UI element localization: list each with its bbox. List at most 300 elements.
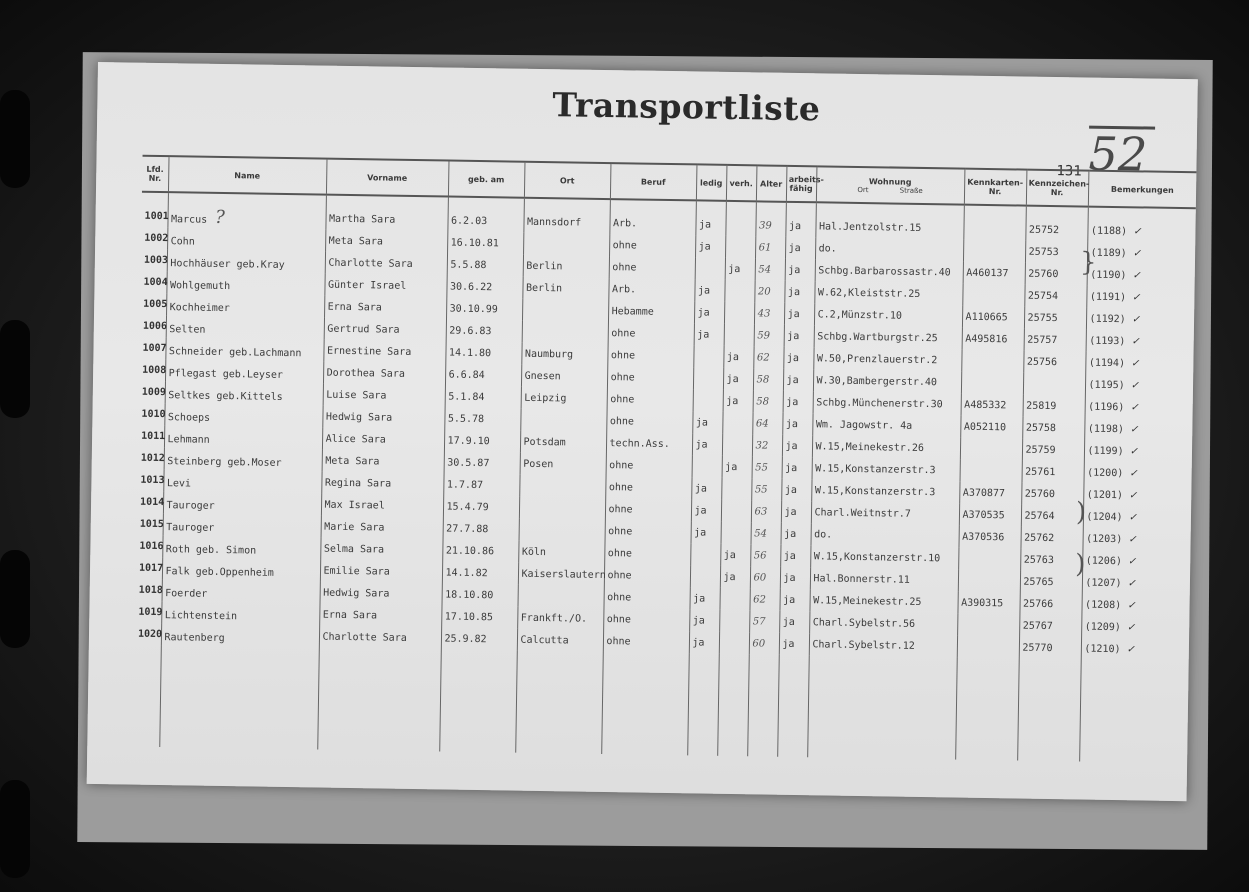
row-vorname: Dorothea Sara: [323, 362, 445, 386]
row-bemerkung-number: (1196): [1088, 401, 1125, 413]
row-vorname: Charlotte Sara: [319, 626, 441, 650]
row-arbeitsfaehig: ja: [779, 611, 809, 633]
checkmark-icon: ✓: [1130, 357, 1140, 369]
row-name-cell: [162, 535, 320, 559]
row-bemerkung-number: (1193): [1089, 335, 1126, 347]
row-kennzeichen: [1023, 373, 1085, 396]
row-beruf: ohne: [609, 234, 695, 257]
row-alter: 58: [753, 368, 783, 390]
transport-table: [133, 155, 1196, 763]
row-ledig: ja: [691, 499, 721, 521]
row-bemerkungen: [1085, 396, 1193, 420]
checkmark-icon: ✓: [1130, 379, 1140, 391]
row-geb-am: 27.7.88: [443, 517, 519, 540]
row-kennzeichen: 25766: [1019, 593, 1081, 616]
row-kennkarte: A370877: [959, 482, 1021, 505]
row-ort: Naumburg: [521, 343, 607, 366]
row-ort: Posen: [520, 453, 606, 476]
row-kennkarte: A370535: [959, 504, 1021, 527]
row-nr: 1016: [139, 540, 164, 552]
row-geb-am: 16.10.81: [447, 232, 523, 255]
row-beruf: ohne: [606, 454, 692, 477]
row-name: Kochheimer: [169, 301, 230, 314]
row-vorname: Hedwig Sara: [320, 582, 442, 606]
row-arbeitsfaehig: ja: [781, 479, 811, 501]
row-name-cell: [164, 447, 322, 471]
row-bemerkungen: [1085, 374, 1193, 398]
row-geb-am: 30.10.99: [446, 298, 522, 321]
row-geb-am: 14.1.82: [442, 561, 518, 584]
row-beruf: ohne: [605, 520, 691, 543]
row-beruf: ohne: [608, 322, 694, 345]
row-kennkarte: [958, 570, 1020, 593]
row-wohnung: Schbg.Münchenerstr.30: [813, 391, 961, 415]
row-ort: [523, 233, 609, 256]
row-bemerkungen: [1087, 207, 1196, 244]
row-wohnung: do.: [810, 523, 958, 547]
checkmark-icon: ✓: [1131, 335, 1140, 347]
row-ledig: [693, 389, 723, 411]
row-bemerkung-number: (1199): [1087, 445, 1124, 457]
row-kennkarte: [963, 240, 1025, 263]
row-name: Lehmann: [167, 433, 210, 446]
row-arbeitsfaehig: ja: [782, 457, 812, 479]
col-header-bemerkungen: Bemerkungen: [1088, 171, 1197, 209]
empty-cell: [955, 658, 1019, 761]
wohnung-sub-labels: [819, 185, 962, 195]
row-vorname: Emilie Sara: [320, 560, 442, 584]
row-nr: 1009: [141, 386, 167, 398]
row-geb-am: 30.5.87: [444, 451, 520, 474]
row-verh: [719, 588, 749, 610]
row-alter: 62: [749, 588, 779, 610]
row-bemerkung-number: (1194): [1088, 357, 1126, 369]
row-arbeitsfaehig: ja: [782, 413, 812, 435]
row-bemerkungen: [1081, 594, 1189, 618]
row-arbeitsfaehig: ja: [784, 303, 814, 325]
row-kennzeichen: 25760: [1025, 263, 1087, 286]
col-header-ledig: ledig: [696, 164, 727, 200]
checkmark-icon: ✓: [1130, 401, 1139, 413]
row-beruf: ohne: [605, 498, 691, 521]
row-ledig: [695, 257, 725, 279]
empty-cell: [777, 655, 809, 757]
checkmark-icon: ✓: [1127, 577, 1137, 589]
row-bemerkung-number: (1189): [1090, 247, 1127, 259]
empty-cell: [1079, 660, 1189, 764]
row-kennzeichen: 25763: [1020, 549, 1082, 572]
row-nr: 1010: [141, 408, 166, 420]
row-name: Roth geb. Simon: [165, 543, 257, 557]
row-wohnung: do.: [815, 237, 963, 261]
row-kennzeichen: 25753: [1025, 241, 1087, 264]
row-beruf: Arb.: [609, 199, 696, 235]
row-wohnung: Wm. Jagowstr. 4a: [812, 413, 960, 437]
row-ort: Potsdam: [520, 431, 606, 454]
row-alter: 55: [751, 478, 781, 500]
row-kennkarte: [962, 284, 1024, 307]
row-vorname: Hedwig Sara: [322, 406, 444, 430]
row-name: Schneider geb.Lachmann: [168, 345, 302, 359]
checkmark-icon: ✓: [1132, 247, 1142, 259]
row-arbeitsfaehig: ja: [781, 523, 811, 545]
row-geb-am: 15.4.79: [443, 495, 519, 518]
row-vorname: Ernestine Sara: [323, 340, 445, 364]
row-ledig: ja: [694, 279, 724, 301]
row-geb-am: 5.5.88: [447, 254, 523, 277]
row-arbeitsfaehig: ja: [781, 501, 811, 523]
row-verh: [724, 324, 754, 346]
row-alter: 20: [754, 280, 784, 302]
row-arbeitsfaehig: ja: [780, 567, 810, 589]
row-kennkarte: [957, 636, 1019, 659]
film-sprocket-mid-left: [0, 320, 30, 418]
row-wohnung: W.15,Meinekestr.26: [812, 435, 960, 459]
empty-cell: [515, 651, 603, 754]
row-kennkarte: [957, 614, 1019, 637]
empty-cell: [687, 653, 719, 755]
row-geb-am: 5.1.84: [445, 385, 521, 408]
row-kennzeichen: 25752: [1025, 206, 1088, 242]
row-bemerkungen: [1085, 352, 1193, 376]
row-nr: 1002: [144, 232, 169, 244]
checkmark-icon: ✓: [1128, 511, 1138, 523]
empty-cell: [717, 654, 749, 756]
row-kennkarte: [963, 205, 1026, 241]
row-ledig: ja: [689, 609, 719, 631]
empty-cell: [133, 645, 161, 747]
row-beruf: ohne: [607, 344, 693, 367]
row-verh: ja: [720, 544, 750, 566]
page-number: 131: [1056, 163, 1082, 180]
row-name: Levi: [166, 477, 192, 490]
row-name: Pflegast geb.Leyser: [168, 367, 284, 381]
row-name-cell: [163, 469, 321, 493]
row-kennkarte: [960, 438, 1022, 461]
film-sprocket-bottom-left: [0, 780, 30, 878]
row-ledig: ja: [692, 433, 722, 455]
document-title: Transportliste: [552, 85, 821, 129]
row-vorname: Martha Sara: [325, 195, 448, 232]
row-ledig: ja: [689, 587, 719, 609]
row-kennzeichen: 25764: [1021, 505, 1083, 528]
row-ort: Mannsdorf: [523, 198, 610, 234]
row-verh: [724, 280, 754, 302]
row-vorname: Selma Sara: [320, 538, 442, 562]
bracket-rows-1001-1002: }: [1079, 247, 1097, 278]
bracket-rows-1014-1015: ): [1074, 549, 1086, 580]
empty-cell: [601, 652, 689, 755]
row-ort: Frankft./O.: [517, 607, 603, 630]
row-nr: 1001: [144, 210, 169, 222]
row-beruf: ohne: [603, 608, 689, 631]
row-name: Rautenberg: [164, 631, 225, 644]
row-vorname: Meta Sara: [322, 450, 444, 474]
checkmark-icon: ✓: [1129, 445, 1139, 457]
row-alter: 54: [755, 258, 785, 280]
row-nr: 1014: [140, 496, 165, 508]
row-vorname: Günter Israel: [324, 274, 446, 298]
film-sprocket-top-left: [0, 90, 30, 188]
row-ledig: ja: [691, 521, 721, 543]
row-name: Cohn: [170, 235, 195, 248]
row-alter: 58: [753, 390, 783, 412]
row-wohnung: W.15,Konstanzerstr.3: [811, 479, 959, 503]
row-bemerkungen: [1086, 330, 1194, 354]
row-ort: Leipzig: [521, 387, 607, 410]
table-body: [133, 192, 1196, 763]
row-bemerkungen: [1082, 528, 1190, 552]
row-vorname: Erna Sara: [319, 604, 441, 628]
row-wohnung: W.62,Kleiststr.25: [814, 281, 962, 305]
row-beruf: Hebamme: [608, 300, 694, 323]
row-nr: 1018: [138, 584, 163, 596]
row-verh: ja: [725, 258, 755, 280]
row-bemerkung-number: (1192): [1089, 313, 1126, 325]
row-bemerkungen: [1083, 484, 1191, 508]
row-bemerkungen: [1084, 418, 1192, 442]
col-header-lfd-nr: Lfd. Nr.: [142, 156, 169, 192]
row-alter: 63: [751, 500, 781, 522]
bracket-rows-1012-1014: ): [1075, 497, 1087, 528]
row-beruf: ohne: [607, 388, 693, 411]
empty-cell: [747, 654, 779, 756]
row-wohnung: W.15,Meinekestr.25: [809, 589, 957, 613]
row-kennkarte: A460137: [963, 262, 1025, 285]
row-alter: 55: [752, 456, 782, 478]
row-verh: [725, 236, 755, 258]
row-name: Tauroger: [166, 521, 215, 534]
row-beruf: ohne: [604, 564, 690, 587]
row-name-cell: [167, 192, 326, 229]
row-arbeitsfaehig: ja: [782, 435, 812, 457]
checkmark-icon: ✓: [1129, 423, 1139, 435]
row-arbeitsfaehig: ja: [785, 237, 815, 259]
row-vorname: Regina Sara: [321, 472, 443, 496]
row-bemerkung-number: (1195): [1088, 379, 1125, 391]
row-ledig: ja: [695, 235, 725, 257]
row-kennkarte: A110665: [962, 306, 1024, 329]
row-alter: 62: [753, 346, 783, 368]
checkmark-icon: ✓: [1128, 489, 1138, 501]
col-header-wohnung: [816, 166, 965, 204]
row-wohnung: W.15,Konstanzerstr.10: [810, 545, 958, 569]
row-bemerkungen: [1087, 242, 1195, 266]
film-sprocket-low-left: [0, 550, 30, 648]
col-header-alter: Alter: [756, 165, 787, 201]
row-kennzeichen: 25756: [1023, 351, 1085, 374]
row-name-cell: [165, 337, 323, 361]
row-beruf: ohne: [609, 256, 695, 279]
row-arbeitsfaehig: ja: [784, 325, 814, 347]
row-geb-am: 14.1.80: [445, 341, 521, 364]
row-verh: ja: [723, 390, 753, 412]
row-bemerkung-number: (1190): [1090, 269, 1127, 281]
row-kennkarte: [958, 548, 1020, 571]
row-nr: 1003: [143, 254, 169, 266]
row-name: Foerder: [165, 587, 208, 600]
row-name: Falk geb.Oppenheim: [165, 565, 274, 579]
row-geb-am: 18.10.80: [442, 583, 518, 606]
row-bemerkung-number: (1206): [1085, 555, 1122, 567]
checkmark-icon: ✓: [1129, 467, 1138, 479]
row-kennkarte: A390315: [957, 592, 1019, 615]
row-nr: 1005: [143, 298, 168, 310]
checkmark-icon: ✓: [1132, 291, 1141, 303]
row-beruf: ohne: [603, 586, 689, 609]
row-name-cell: [164, 425, 322, 449]
row-kennkarte: A485332: [961, 394, 1023, 417]
row-ledig: ja: [694, 301, 724, 323]
row-ort: [519, 497, 605, 520]
row-arbeitsfaehig: ja: [783, 369, 813, 391]
row-bemerkung-number: (1200): [1087, 467, 1124, 479]
row-kennzeichen: 25759: [1022, 439, 1084, 462]
row-bemerkungen: [1086, 308, 1194, 332]
row-name: Marcus: [170, 213, 208, 226]
row-verh: ja: [723, 346, 753, 368]
row-beruf: techn.Ass.: [606, 432, 692, 455]
row-geb-am: 29.6.83: [446, 319, 522, 342]
row-nr: 1004: [143, 276, 168, 288]
row-kennzeichen: 25761: [1022, 461, 1084, 484]
handwritten-number: 52: [1088, 126, 1155, 181]
col-header-beruf: Beruf: [610, 163, 697, 200]
row-arbeitsfaehig: ja: [785, 259, 815, 281]
row-kennzeichen: 25754: [1024, 285, 1086, 308]
row-nr: 1006: [142, 320, 168, 332]
row-kennkarte: [960, 460, 1022, 483]
row-geb-am: 5.5.78: [444, 407, 520, 430]
row-ort: [517, 585, 603, 608]
row-ort: Berlin: [523, 255, 609, 278]
row-wohnung: Charl.Weitnstr.7: [811, 501, 959, 525]
row-ort: Kaiserslautern: [518, 563, 604, 586]
row-nr: 1012: [140, 452, 165, 464]
row-wohnung: Schbg.Barbarossastr.40: [815, 259, 963, 283]
empty-cell: [439, 649, 517, 752]
row-kennkarte: A495816: [962, 328, 1024, 351]
row-bemerkung-number: (1207): [1085, 577, 1122, 589]
row-ort: Köln: [518, 541, 604, 564]
row-beruf: ohne: [607, 366, 693, 389]
row-nr: 1013: [140, 474, 165, 486]
row-ledig: [692, 455, 722, 477]
row-ledig: ja: [694, 323, 724, 345]
row-geb-am: 30.6.22: [446, 276, 522, 299]
row-nr: 1015: [139, 518, 164, 530]
row-ledig: [690, 543, 720, 565]
row-verh: ja: [720, 566, 750, 588]
row-alter: 39: [755, 201, 786, 236]
row-beruf: ohne: [604, 542, 690, 565]
row-verh: ja: [723, 368, 753, 390]
col-header-name: Name: [168, 156, 327, 194]
row-bemerkung-number: (1209): [1084, 621, 1121, 633]
row-vorname: Erna Sara: [324, 296, 446, 320]
row-name-cell: [162, 579, 320, 603]
row-ort: [520, 409, 606, 432]
row-name: Schoeps: [167, 411, 211, 424]
row-wohnung: W.50,Prenzlauerstr.2: [813, 347, 961, 371]
row-geb-am: 1.7.87: [443, 473, 519, 496]
row-bemerkung-number: (1191): [1089, 291, 1127, 303]
row-vorname: Alice Sara: [322, 428, 444, 452]
row-kennzeichen: 25757: [1024, 329, 1086, 352]
row-bemerkungen: [1084, 440, 1192, 464]
row-name-cell: [163, 491, 321, 515]
checkmark-icon: ✓: [1133, 225, 1142, 237]
row-wohnung: W.15,Konstanzerstr.3: [812, 457, 960, 481]
row-wohnung: W.30,Bambergerstr.40: [813, 369, 961, 393]
row-alter: 60: [750, 566, 780, 588]
col-header-kennzeichen-nr: Kennzeichen-Nr.: [1026, 170, 1089, 207]
row-ledig: ja: [691, 477, 721, 499]
row-kennzeichen: 25770: [1019, 637, 1081, 660]
row-bemerkungen: [1083, 506, 1191, 530]
row-verh: [724, 302, 754, 324]
row-nr: 1011: [141, 430, 166, 442]
row-ledig: ja: [689, 631, 719, 653]
checkmark-icon: ✓: [1128, 533, 1137, 545]
row-kennkarte: A052110: [960, 416, 1022, 439]
row-verh: [719, 610, 749, 632]
row-ledig: [690, 565, 720, 587]
row-beruf: ohne: [606, 410, 692, 433]
row-kennkarte: A370536: [958, 526, 1020, 549]
row-wohnung: C.2,Münzstr.10: [814, 303, 962, 327]
row-vorname: Meta Sara: [325, 230, 447, 254]
row-nr: 1019: [138, 606, 163, 618]
row-kennzeichen: 25765: [1020, 571, 1082, 594]
row-ort: [522, 321, 608, 344]
row-name-cell: [167, 249, 325, 273]
row-kennzeichen: 25760: [1021, 483, 1083, 506]
row-bemerkung-number: (1210): [1084, 643, 1121, 655]
row-alter: 43: [754, 302, 784, 324]
row-verh: ja: [722, 456, 752, 478]
row-kennkarte: [961, 350, 1023, 373]
row-ort: [519, 475, 605, 498]
row-verh: [725, 201, 756, 236]
row-kennzeichen: 25762: [1020, 527, 1082, 550]
checkmark-icon: ✓: [1126, 643, 1136, 655]
row-verh: [722, 434, 752, 456]
row-nr: 1008: [142, 364, 167, 376]
row-nr: 1017: [138, 562, 164, 574]
row-geb-am: 6.6.84: [445, 363, 521, 386]
row-bemerkungen: [1087, 264, 1195, 288]
row-verh: [721, 522, 751, 544]
row-name: Seltkes geb.Kittels: [168, 389, 283, 403]
row-vorname: Gertrud Sara: [324, 318, 446, 342]
row-bemerkung-number: (1203): [1086, 533, 1123, 545]
row-name-question-mark: ?: [215, 206, 226, 228]
row-vorname: Luise Sara: [323, 384, 445, 408]
col-header-geb-am: geb. am: [448, 161, 525, 198]
row-vorname: Marie Sara: [321, 516, 443, 540]
transport-list-document: [87, 62, 1198, 801]
row-bemerkungen: [1084, 462, 1192, 486]
row-ort: Gnesen: [521, 365, 607, 388]
row-geb-am: 6.2.03: [447, 197, 524, 233]
wohnung-label: Wohnung: [868, 176, 912, 187]
row-name: Lichtenstein: [164, 609, 238, 622]
row-name-cell: [163, 513, 321, 537]
row-arbeitsfaehig: ja: [779, 589, 809, 611]
wohnung-strasse-label: Straße: [899, 186, 923, 195]
row-kennzeichen: 25755: [1024, 307, 1086, 330]
